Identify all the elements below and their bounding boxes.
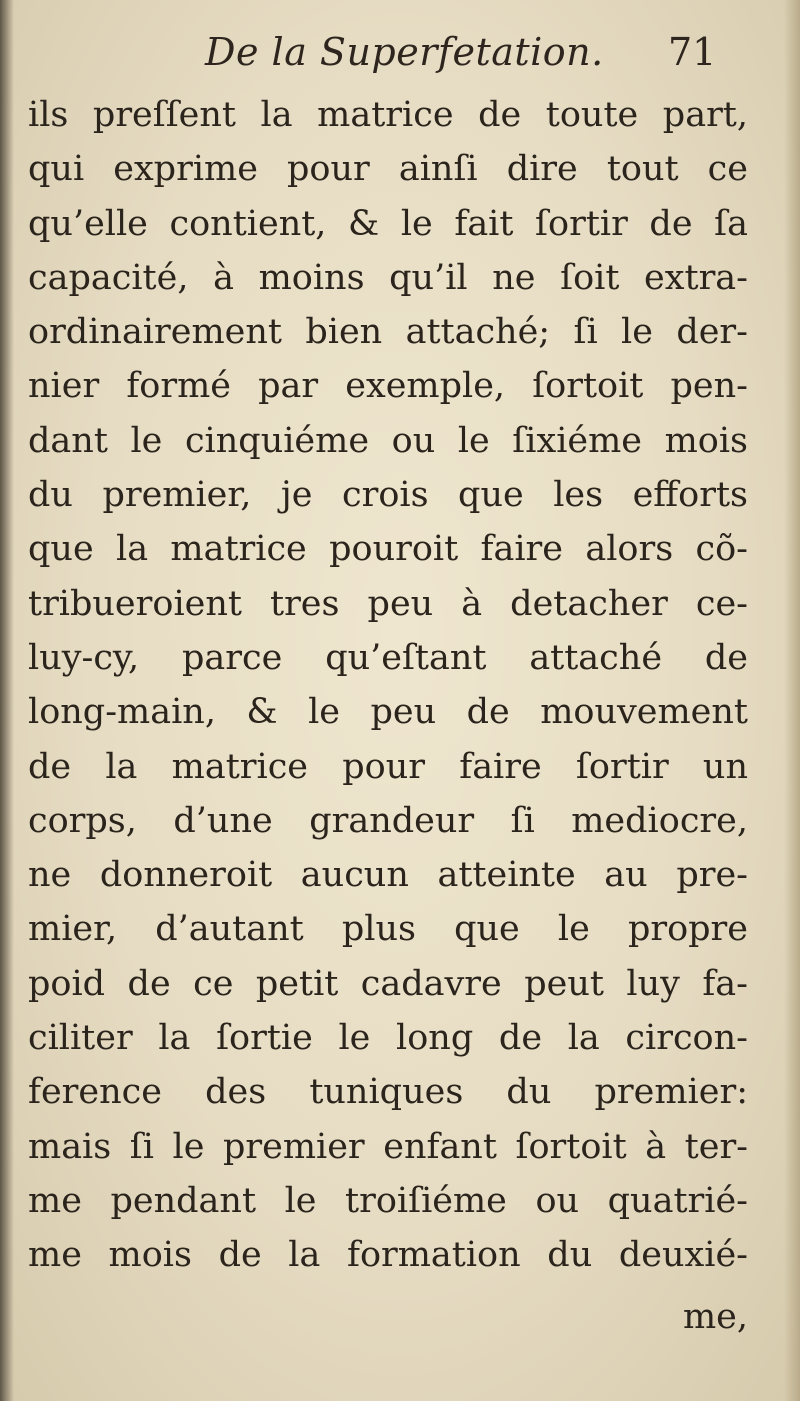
text-line: ference des tuniques du premier:: [28, 1072, 748, 1113]
catchword-row: [28, 1290, 748, 1344]
text-line: ils preſſent la matrice de toute part,: [28, 95, 748, 135]
text-line: mais ſi le premier enfant ſortoit à ter-: [28, 1126, 748, 1167]
text-line: me mois de la formation du deuxié-: [28, 1235, 748, 1276]
text-line: de la matrice pour faire ſortir un: [28, 746, 748, 787]
page-number: 71: [668, 30, 717, 74]
text-line: corps, d’une grandeur ſi mediocre,: [28, 800, 748, 841]
text-line: poid de ce petit cadavre peut luy fa-: [28, 963, 748, 1004]
text-line: qu’elle contient, & le fait ſortir de ſa: [28, 203, 748, 244]
text-line: long-main, & le peu de mouvement: [28, 692, 748, 733]
page-edge: [784, 0, 800, 1401]
text-line: mier, d’autant plus que le propre: [28, 909, 748, 950]
page-header: [0, 30, 800, 82]
catchword: me,: [682, 1297, 748, 1337]
text-line: que la matrice pouroit faire alors cõ-: [28, 529, 748, 570]
text-line: du premier, je crois que les efforts: [28, 475, 748, 516]
text-line: qui exprime pour ainſi dire tout ce: [28, 149, 748, 190]
running-title: De la Superfetation.: [205, 30, 604, 74]
text-line: me pendant le troiſiéme ou quatrié-: [28, 1180, 748, 1221]
body-text: [28, 88, 748, 1283]
text-line: nier formé par exemple, ſortoit pen-: [28, 366, 748, 407]
text-line: tribueroient tres peu à detacher ce-: [28, 583, 748, 624]
page-gutter-shadow: [0, 0, 14, 1401]
text-line: dant le cinquiéme ou le ſixiéme mois: [28, 420, 748, 461]
text-line: ordinairement bien attaché; ſi le der-: [28, 312, 748, 353]
text-line: capacité, à moins qu’il ne ſoit extra-: [28, 257, 748, 298]
text-line: ciliter la ſortie le long de la circon-: [28, 1018, 748, 1059]
text-line: luy-cy, parce qu’eſtant attaché de: [28, 637, 748, 678]
text-line: ne donneroit aucun atteinte au pre-: [28, 855, 748, 896]
